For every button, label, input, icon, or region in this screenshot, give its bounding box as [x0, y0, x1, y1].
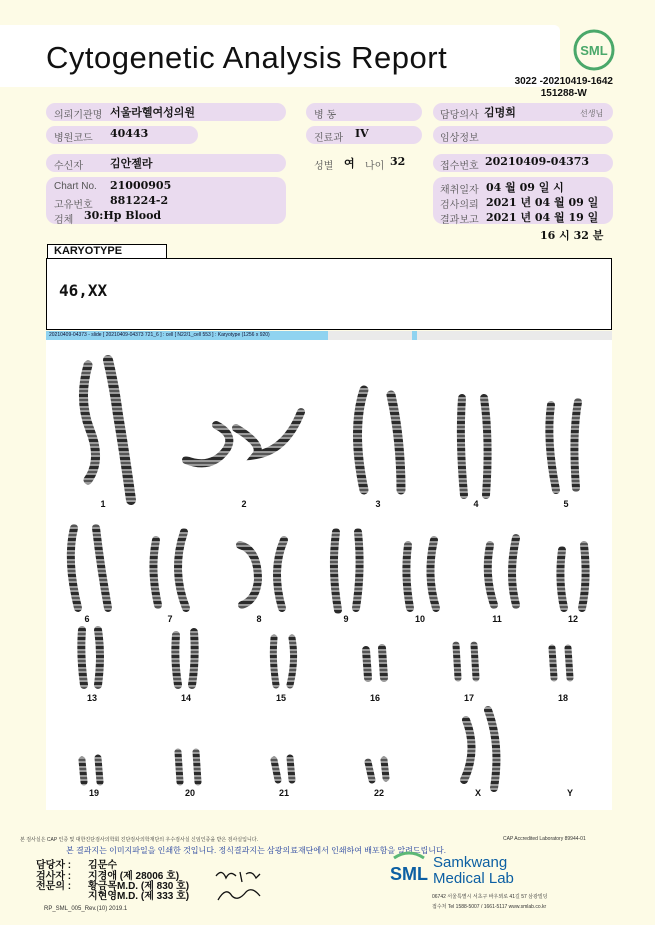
requested-value: 2021 년 04 월 09 일 [486, 196, 599, 209]
doctor-suffix: 선생님 [580, 109, 604, 118]
chromosome-3a [358, 390, 365, 490]
chromosome-22b [384, 760, 386, 778]
chromosome-label-1: 1 [100, 499, 106, 509]
caption-marker [412, 331, 417, 340]
collected-label: 채취일자 [440, 185, 479, 196]
chromosome-label-15: 15 [275, 693, 287, 703]
staff-name-2: 지경애 (제 28006 호) [88, 871, 180, 882]
company-address: 06742 서울특별시 서초구 바우뫼로 41길 57 삼광빌딩 [432, 894, 548, 900]
company-name-line2: Medical Lab [433, 870, 514, 887]
requested-label: 검사의뢰 [440, 200, 479, 211]
recipient-value: 김안젤라 [110, 157, 153, 170]
chromosome-label-20: 20 [184, 788, 196, 798]
staff-role-1: 담당자 : [36, 860, 72, 871]
chromosome-label-18: 18 [557, 693, 569, 703]
chromosome-label-5: 5 [563, 499, 569, 509]
dept-label: 진료과 [314, 133, 343, 144]
chromosome-7b [178, 532, 186, 608]
chromosome-10a [406, 545, 410, 608]
sex-value: 여 [344, 157, 355, 170]
staff-name-1: 김문수 [88, 860, 117, 871]
chromosome-7a [153, 540, 158, 605]
chromosome-label-9: 9 [343, 614, 349, 624]
accreditation-text: 본 검사실은 CAP 인증 및 대한진단검사의학회 진단검사의학재단의 우수검사실 신임인증을 받은 검사실입니다. [20, 837, 258, 843]
hospital-code-value: 40443 [110, 127, 149, 140]
chromosome-18b [568, 648, 570, 678]
chromosome-17b [474, 645, 476, 678]
specimen-value: 30:Hp Blood [84, 209, 162, 222]
chromosome-xa [464, 720, 472, 780]
staff-role-3: 전문의 : [36, 881, 72, 892]
clinic-value: 서울라헬여성의원 [110, 106, 196, 119]
chromosome-13b [98, 630, 100, 685]
chromosome-20b [196, 752, 198, 782]
chromosome-5b [574, 402, 578, 488]
report-number [515, 76, 613, 100]
chromosome-6b [96, 528, 108, 608]
chromosome-15a [273, 638, 276, 685]
chromosome-8b [277, 540, 284, 608]
receipt-label: 접수번호 [440, 161, 479, 172]
chromosome-3b [391, 395, 401, 490]
chromosome-label-19: 19 [88, 788, 100, 798]
sml-logo-text: SML [580, 43, 608, 58]
company-name-line1: Samkwang [433, 854, 508, 871]
samkwang-logo-icon [386, 850, 432, 892]
report-title: Cytogenetic Analysis Report [46, 40, 448, 75]
collected-value: 04 월 09 일 시 [486, 181, 564, 194]
clinic-label: 의뢰기관명 [54, 110, 103, 121]
karyotype-tab: KARYOTYPE [47, 244, 167, 258]
chromosome-label-17: 17 [463, 693, 475, 703]
sex-label: 성별 [314, 161, 334, 172]
chromosome-label-10: 10 [414, 614, 426, 624]
chromosome-label-12: 12 [567, 614, 579, 624]
chromosome-12b [582, 545, 586, 608]
chromosome-label-8: 8 [256, 614, 262, 624]
chromosome-4b [484, 398, 488, 495]
staff-name-4: 지현영M.D. (제 333 호) [88, 891, 190, 902]
chromosome-label-11: 11 [492, 614, 502, 624]
chromosome-label-3: 3 [375, 499, 381, 509]
chromosome-6a [71, 528, 78, 608]
report-number-line2: 151288-W [540, 88, 587, 99]
company-contact: 접수처 Tel 1588-5007 / 1661-5117 www.smlab.co.kr [432, 904, 547, 910]
chromosome-10b [430, 540, 436, 608]
chromosome-18a [552, 648, 554, 678]
chromosome-20a [178, 752, 180, 782]
specimen-label: 검체 [54, 215, 74, 226]
company-name [433, 855, 514, 887]
signature-image [212, 866, 268, 906]
chromosome-22a [368, 762, 372, 780]
staff-role-2: 검사자 : [36, 871, 72, 882]
chromosome-12a [560, 550, 564, 608]
chromosome-21a [274, 760, 278, 780]
image-caption: 20210409-04373 - slide [ 20210409-04373 721_6 ] : cell [ N22/1_cell 553 ] : Karyotype (1256 x 920) [46, 331, 328, 340]
chromosome-14a [175, 635, 178, 685]
form-code: RP_SML_005_Rev.(10) 2019.1 [44, 906, 128, 912]
chromosome-16b [382, 648, 384, 678]
chart-label: Chart No. [54, 181, 97, 192]
id-value: 881224-2 [110, 194, 169, 207]
chromosome-17a [456, 645, 458, 678]
chromosome-1a [83, 365, 95, 480]
chromosome-label-7: 7 [167, 614, 173, 624]
chromosome-2a [186, 425, 229, 463]
ward-label: 병 동 [314, 110, 337, 121]
printout-note: 본 결과지는 이미지파일을 인쇄한 것입니다. 정식결과지는 삼광의료재단에서 인쇄하여 배포함을 알려드립니다. [66, 846, 446, 855]
doctor-value: 김명희 [484, 106, 516, 119]
chromosome-label-4: 4 [473, 499, 479, 509]
karyotype-box [46, 258, 612, 330]
chromosome-1b [108, 360, 131, 500]
chromosome-label-13: 13 [86, 693, 98, 703]
reported-label: 결과보고 [440, 215, 479, 226]
recipient-label: 수신자 [54, 161, 83, 172]
chart-value: 21000905 [110, 179, 172, 192]
chromosome-19b [98, 758, 100, 782]
hospital-code-label: 병원코드 [54, 133, 93, 144]
chromosome-11a [488, 545, 494, 605]
chromosome-9a [334, 532, 338, 610]
chromosome-label-2: 2 [241, 499, 247, 509]
samkwang-logo-text: SML [390, 864, 428, 884]
chromosome-9b [356, 532, 360, 608]
karyogram-drawing [46, 340, 612, 810]
chromosome-xb [488, 710, 496, 788]
chromosome-14b [192, 632, 195, 685]
age-value: 32 [390, 155, 406, 168]
staff-name-3: 황금목M.D. (제 830 호) [88, 881, 190, 892]
id-label: 고유번호 [54, 200, 93, 211]
chromosome-label-6: 6 [84, 614, 90, 624]
chromosome-2b [236, 412, 301, 455]
chromosome-label-16: 16 [369, 693, 381, 703]
sml-logo-icon [572, 28, 616, 72]
chromosome-16a [366, 650, 368, 678]
karyogram-image [46, 340, 612, 810]
age-label: 나이 [365, 161, 385, 172]
receipt-value: 20210409-04373 [485, 155, 590, 168]
chromosome-label-x: X [474, 788, 482, 798]
chromosome-label-22: 22 [373, 788, 385, 798]
chromosome-5a [549, 405, 556, 490]
reported-value: 2021 년 04 월 19 일 [486, 211, 599, 224]
chromosome-4a [461, 398, 464, 495]
image-caption-bar [46, 331, 612, 340]
accreditation-right: CAP Accredited Laboratory 89944-01 [503, 836, 586, 842]
chromosome-11b [512, 538, 516, 605]
dept-value: IV [355, 127, 369, 140]
report-number-line1: 3022 -20210419-1642 [514, 76, 613, 87]
reported-time: 16 시 32 분 [540, 229, 604, 242]
chromosome-8a [240, 545, 258, 605]
clinical-label: 임상정보 [440, 133, 479, 144]
karyotype-result: 46,XX [59, 281, 108, 300]
chromosome-19a [82, 760, 84, 782]
chromosome-15b [290, 638, 294, 685]
chromosome-label-21: 21 [278, 788, 290, 798]
chromosome-21b [290, 758, 292, 780]
chromosome-label-14: 14 [180, 693, 192, 703]
chromosome-13a [81, 630, 84, 685]
chromosome-label-y: Y [566, 788, 574, 798]
doctor-label: 담당의사 [440, 110, 479, 121]
